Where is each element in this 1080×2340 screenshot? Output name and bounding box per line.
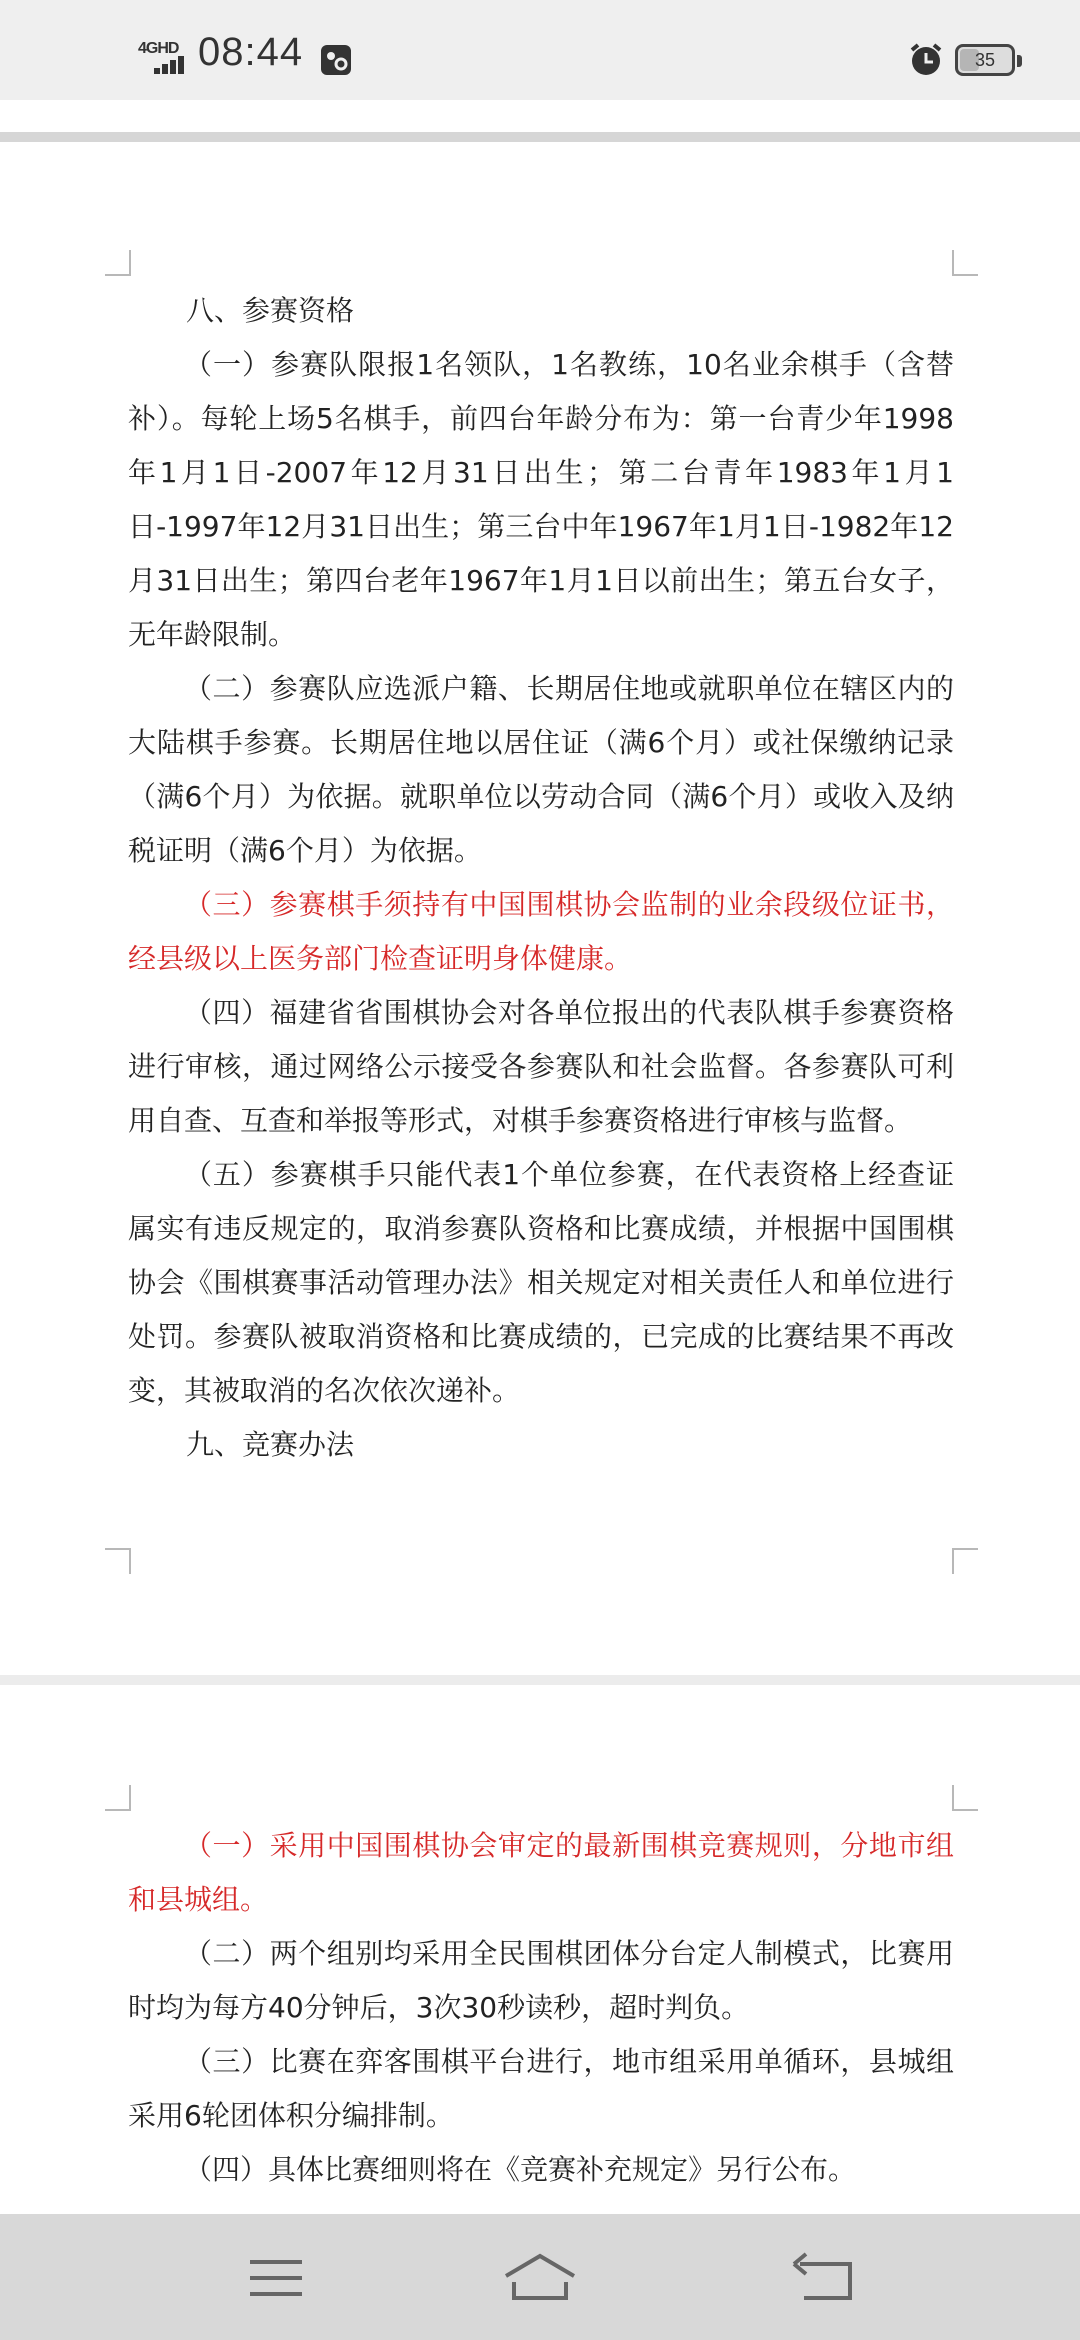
status-bar <box>0 0 1080 100</box>
section-heading: 八、参赛资格 <box>186 294 355 327</box>
paragraph: （二）两个组别均采用全民围棋团体分台定人制模式，比赛用时均为每方40分钟后，3次30秒读秒，超时判负。 <box>128 1937 954 2024</box>
network-type: 4GHD <box>138 40 179 57</box>
menu-icon[interactable] <box>242 2250 322 2306</box>
paragraph: （五）参赛棋手只能代表1个单位参赛，在代表资格上经查证属实有违反规定的，取消参赛队资格和比赛成绩，并根据中国围棋协会《围棋赛事活动管理办法》相关规定对相关责任人和单位进行处罚。参赛队被取消资格和比赛成绩的，已完成的比赛结果不再改变，其被取消的名次依次递补。 <box>128 1158 954 1407</box>
signal-icon <box>134 40 192 78</box>
clock: 08:44 <box>198 30 304 74</box>
document-page-1[interactable] <box>0 100 1080 1675</box>
crop-mark <box>105 1785 131 1811</box>
paragraph: （四）具体比赛细则将在《竞赛补充规定》另行公布。 <box>184 2153 857 2186</box>
document-text[interactable] <box>128 1819 954 2197</box>
crop-mark <box>952 250 978 276</box>
crop-mark <box>952 1548 978 1574</box>
home-icon[interactable] <box>500 2250 580 2306</box>
navigation-bar <box>0 2214 1080 2340</box>
paragraph: （一）采用中国围棋协会审定的最新围棋竞赛规则，分地市组和县城组。 <box>128 1829 954 1916</box>
paragraph: （三）参赛棋手须持有中国围棋协会监制的业余段级位证书，经县级以上医务部门检查证明身体健康。 <box>128 888 954 975</box>
paragraph: （二）参赛队应选派户籍、长期居住地或就职单位在辖区内的大陆棋手参赛。长期居住地以居住证（满6个月）或社保缴纳记录（满6个月）为依据。就职单位以劳动合同（满6个月）或收入及纳税证明（满6个月）为依据。 <box>128 672 954 867</box>
crop-mark <box>952 1785 978 1811</box>
alarm-icon <box>908 42 944 78</box>
gallery-icon <box>320 44 352 76</box>
paragraph: （一）参赛队限报1名领队，1名教练，10名业余棋手（含替补）。每轮上场5名棋手，前四台年龄分布为：第一台青少年1998年1月1日-2007年12月31日出生；第二台青年1983年1月1日-1997年12月31日出生；第三台中年1967年1月1日-1982年12月31日出生；第四台老年1967年1月1日以前出生；第五台女子，无年龄限制。 <box>128 348 954 651</box>
back-icon[interactable] <box>790 2250 870 2306</box>
battery-icon <box>955 44 1015 76</box>
document-text[interactable] <box>128 284 954 1472</box>
crop-mark <box>105 1548 131 1574</box>
battery-percent: 35 <box>974 50 996 70</box>
page-divider <box>0 132 1080 142</box>
paragraph: （四）福建省省围棋协会对各单位报出的代表队棋手参赛资格进行审核，通过网络公示接受各参赛队和社会监督。各参赛队可利用自查、互查和举报等形式，对棋手参赛资格进行审核与监督。 <box>128 996 954 1137</box>
paragraph: （三）比赛在弈客围棋平台进行，地市组采用单循环，县城组采用6轮团体积分编排制。 <box>128 2045 954 2132</box>
section-heading: 九、竞赛办法 <box>186 1428 355 1461</box>
crop-mark <box>105 250 131 276</box>
